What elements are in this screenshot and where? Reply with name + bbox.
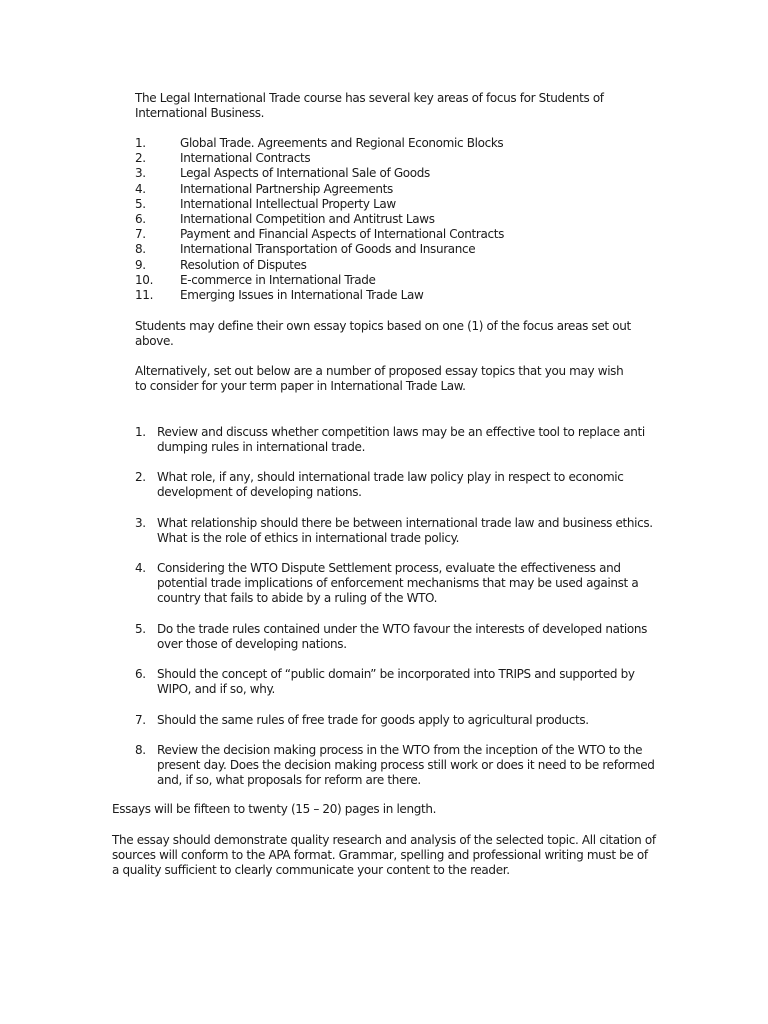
essay-topic-number: 3. — [135, 516, 146, 530]
list-item-text: International Transportation of Goods and Insurance — [180, 242, 476, 257]
list-item — [135, 242, 655, 257]
list-item-number: 7. — [135, 227, 146, 242]
essay-topic-text: Review the decision making process in the WTO from the inception of the WTO to the present day. Does the decision making process still work or does it need to be reformed and, if so, what proposals for reform are there. — [157, 743, 655, 788]
list-item — [135, 166, 655, 181]
essay-topic-text: Do the trade rules contained under the WTO favour the interests of developed nations over those of developing nations. — [157, 622, 648, 652]
list-item-text: Global Trade. Agreements and Regional Economic Blocks — [180, 136, 504, 150]
essay-topic-text: Should the same rules of free trade for goods apply to agricultural products. — [157, 713, 589, 727]
essay-topic-text: Review and discuss whether competition laws may be an effective tool to replace anti dumping rules in international trade. — [157, 425, 645, 455]
list-item — [135, 273, 655, 288]
list-item-number: 8. — [135, 242, 146, 257]
list-item — [135, 227, 655, 242]
intro-paragraph: The Legal International Trade course has several key areas of focus for Students of International Business. — [135, 91, 604, 121]
list-item-text: International Competition and Antitrust Laws — [180, 211, 435, 226]
essay-topic-number: 2. — [135, 470, 146, 484]
list-item — [135, 288, 655, 303]
essay-topic-item — [135, 561, 655, 607]
list-item — [135, 212, 655, 227]
essay-topic-number: 7. — [135, 713, 146, 727]
essay-topic-item — [135, 516, 655, 546]
essay-topic-item — [135, 667, 655, 697]
list-item-number: 9. — [135, 257, 146, 272]
essay-topic-text: Should the concept of “public domain” be incorporated into TRIPS and supported by WIPO, and if so, why. — [157, 667, 635, 697]
list-item-number: 3. — [135, 166, 146, 181]
list-item-number: 1. — [135, 136, 146, 150]
essay-topic-text: Considering the WTO Dispute Settlement process, evaluate the effectiveness and potential trade implications of enforcement mechanisms that may be used against a country that fails to abide by a ruling of the WTO. — [157, 561, 639, 606]
list-item — [135, 151, 655, 166]
list-item-number: 11. — [135, 287, 154, 302]
essay-topic-item — [135, 622, 655, 652]
essay-topic-item — [135, 743, 655, 789]
list-item-number: 6. — [135, 211, 146, 226]
list-item-number: 10. — [135, 272, 154, 287]
list-item-text: Resolution of Disputes — [180, 257, 307, 272]
essay-topic-text: What relationship should there be between international trade law and business ethics. What is the role of ethics in international trade policy. — [157, 516, 653, 546]
list-item-text: International Partnership Agreements — [180, 181, 393, 196]
quality-paragraph: The essay should demonstrate quality research and analysis of the selected topic. All citation of sources will conform to the APA format. Grammar, spelling and professional writing must be of a quality sufficient to clearly communicate your content to the reader. — [112, 833, 656, 878]
essay-topic-text: What role, if any, should international trade law policy play in respect to economic development of developing nations. — [157, 470, 624, 500]
list-item-number: 4. — [135, 181, 146, 196]
essay-topic-item — [135, 713, 655, 728]
list-item-number: 2. — [135, 151, 146, 166]
define-topic-paragraph: Students may define their own essay topics based on one (1) of the focus areas set out above. — [135, 319, 631, 349]
list-item — [135, 136, 655, 151]
list-item-text: International Contracts — [180, 151, 311, 166]
focus-areas-list — [135, 136, 655, 303]
list-item — [135, 182, 655, 197]
essay-topic-number: 8. — [135, 743, 146, 757]
list-item-text: E-commerce in International Trade — [180, 272, 376, 287]
list-item-number: 5. — [135, 196, 146, 211]
essay-topic-number: 4. — [135, 561, 146, 575]
essay-topic-item — [135, 425, 655, 455]
essay-topic-number: 5. — [135, 622, 146, 636]
list-item-text: International Intellectual Property Law — [180, 196, 396, 211]
list-item — [135, 197, 655, 212]
list-item-text: Legal Aspects of International Sale of Goods — [180, 166, 430, 181]
alternative-topics-paragraph: Alternatively, set out below are a number of proposed essay topics that you may wish to consider for your term paper in International Trade Law. — [135, 364, 624, 394]
length-paragraph: Essays will be fifteen to twenty (15 – 20) pages in length. — [112, 802, 437, 816]
list-item-text: Payment and Financial Aspects of International Contracts — [180, 227, 504, 242]
list-item — [135, 258, 655, 273]
essay-topic-item — [135, 470, 655, 500]
list-item-text: Emerging Issues in International Trade Law — [180, 287, 424, 302]
essay-topic-number: 1. — [135, 425, 146, 439]
essay-topic-number: 6. — [135, 667, 146, 681]
